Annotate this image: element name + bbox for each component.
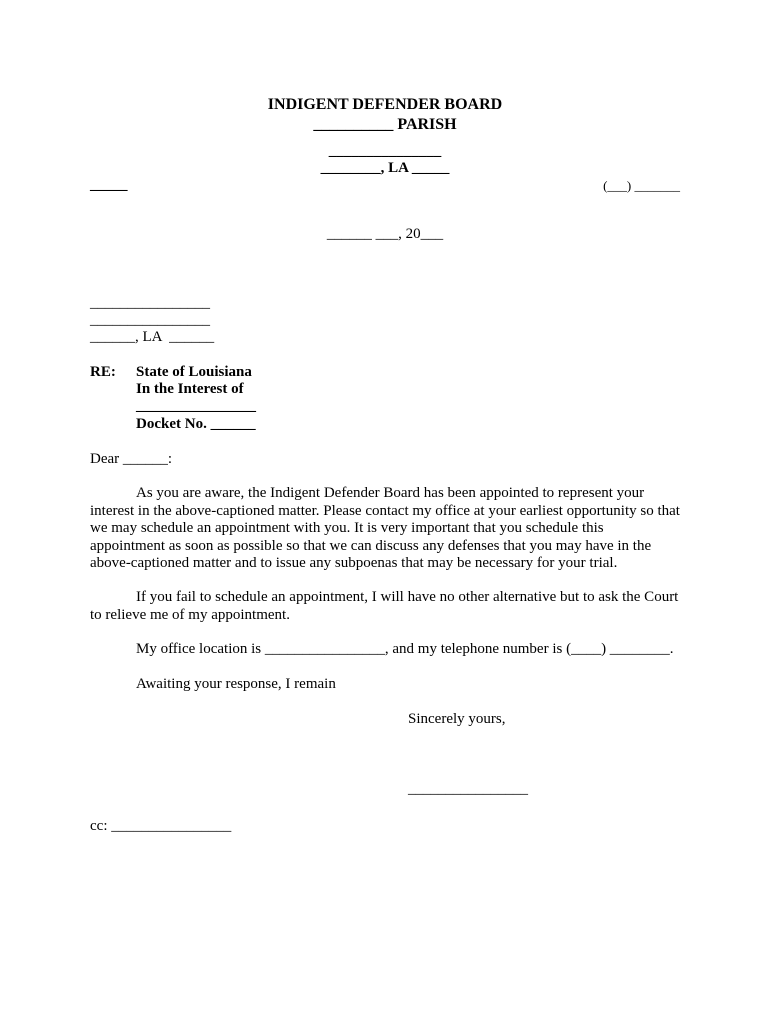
body-paragraph-3: My office location is ________________, and my telephone number is (____) ________. (136, 641, 674, 657)
recipient-line-3: ______, LA ______ (90, 329, 215, 345)
header-city-state: ________, LA _____ (320, 160, 450, 176)
re-line-2: In the Interest of (136, 381, 244, 397)
board-title: INDIGENT DEFENDER BOARD (267, 96, 503, 113)
salutation: Dear ______: (90, 451, 173, 467)
re-label: RE: (90, 364, 116, 380)
body-paragraph-2: If you fail to schedule an appointment, I will have no other alternative but to ask the Court to relieve me of my appointment. (90, 589, 679, 623)
cc-line: cc: ________________ (90, 818, 232, 834)
re-line-3: ________________ (136, 398, 256, 414)
header-phone: (___) _______ (603, 178, 680, 193)
re-line-1: State of Louisiana (136, 364, 252, 380)
signature-line: ________________ (408, 781, 528, 797)
parish-line: __________ PARISH (313, 116, 457, 133)
recipient-line-2: ________________ (90, 312, 210, 328)
recipient-line-1: ________________ (90, 295, 210, 311)
date-line: ______ ___, 20___ (326, 226, 444, 242)
docket-number: Docket No. ______ (136, 416, 256, 432)
header-left-blank: _____ (90, 177, 128, 193)
body-paragraph-1: As you are aware, the Indigent Defender Board has been appointed to represent your interest in the above-captioned matter. Please contact my office at your earliest opportunity so that we may schedule an appointment with you. It is very important that you schedule this appointment as soon as possible so that we can discuss any defenses that you may have in the above-captioned matter and to issue any subpoenas that may be necessary for your trial. (90, 485, 680, 571)
header-blank-line: _______________ (328, 143, 442, 159)
body-paragraph-4: Awaiting your response, I remain (136, 676, 336, 692)
closing-sincerely: Sincerely yours, (408, 711, 506, 727)
